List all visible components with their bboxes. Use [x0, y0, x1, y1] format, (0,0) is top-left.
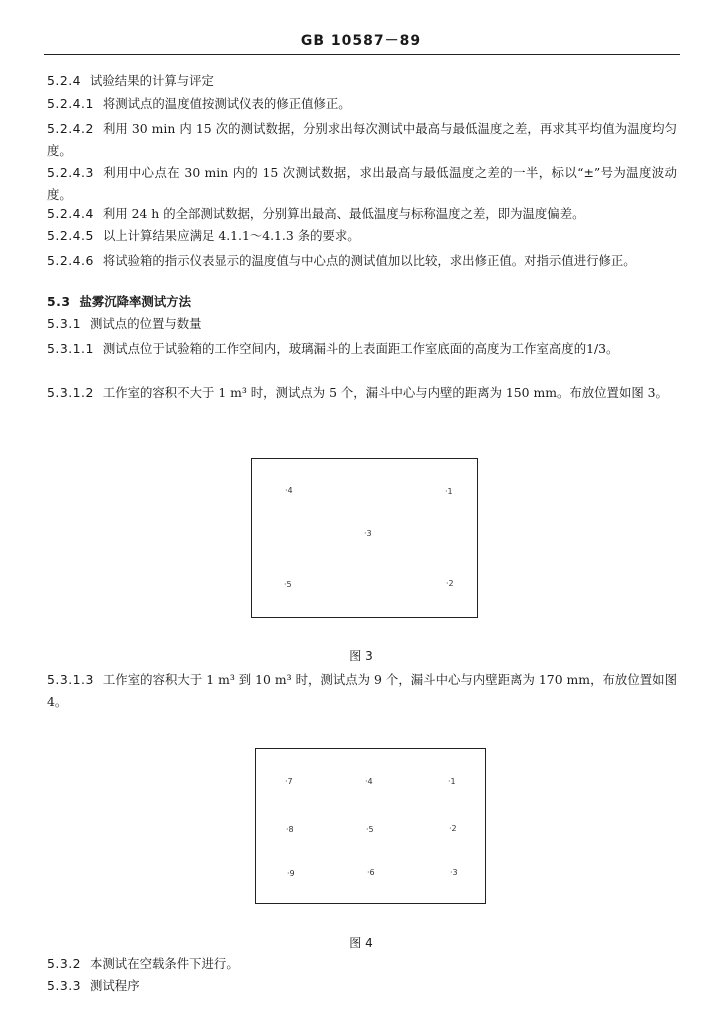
- section-number: 5.2.4.2: [47, 121, 94, 136]
- paragraph-5-2-4-3: [47, 162, 677, 206]
- section-text: 工作室的容积大于 1 m³ 到 10 m³ 时，测试点为 9 个，漏斗中心与内壁距离为 170 mm，布放位置如图 4。: [47, 672, 677, 709]
- figure-4-chamber-diagram: [255, 748, 486, 904]
- section-number: 5.3.1.2: [47, 385, 94, 400]
- paragraph-5-2-4-6: [47, 250, 677, 272]
- test-point-7: ·7: [285, 777, 293, 786]
- paragraph-5-2-4-1: [47, 96, 351, 112]
- test-point-1: ·1: [445, 487, 453, 496]
- section-text: 工作室的容积不大于 1 m³ 时，测试点为 5 个，漏斗中心与内壁的距离为 150 mm。布放位置如图 3。: [102, 385, 668, 400]
- section-text: 测试点的位置与数量: [90, 316, 202, 331]
- section-number: 5.2.4.3: [47, 165, 94, 180]
- section-number: 5.3.1.1: [47, 341, 94, 356]
- test-point-3: ·3: [450, 868, 458, 877]
- test-point-9: ·9: [287, 869, 295, 878]
- paragraph-5-3-1-3: [47, 669, 677, 713]
- paragraph-5-3-1-2: [47, 382, 677, 404]
- section-number: 5.2.4: [47, 73, 82, 88]
- section-number: 5.2.4.4: [47, 206, 94, 221]
- header-rule: [44, 54, 680, 55]
- paragraph-5-2-4-4: [47, 206, 584, 222]
- section-number: 5.3.1.3: [47, 672, 94, 687]
- section-text: 将测试点的温度值按测试仪表的修正值修正。: [102, 96, 351, 111]
- section-text: 利用 24 h 的全部测试数据，分别算出最高、最低温度与标称温度之差，即为温度偏差。: [102, 206, 585, 221]
- section-text: 利用中心点在 30 min 内的 15 次测试数据，求出最高与最低温度之差的一半，标以“±”号为温度波动度。: [47, 165, 677, 202]
- section-number: 5.3.3: [47, 978, 82, 993]
- section-number: 5.2.4.6: [47, 253, 94, 268]
- test-point-2: ·2: [449, 824, 457, 833]
- section-text: 测试点位于试验箱的工作空间内，玻璃漏斗的上表面距工作室底面的高度为工作室高度的1/3。: [102, 341, 619, 356]
- section-number: 5.2.4.1: [47, 96, 94, 111]
- section-text: 试验结果的计算与评定: [90, 73, 214, 88]
- figure-3-caption: 图 3: [349, 649, 373, 663]
- paragraph-5-3-2: [47, 956, 239, 972]
- test-point-1: ·1: [448, 777, 456, 786]
- paragraph-5-2-4-2: [47, 118, 677, 162]
- section-number: 5.3: [47, 294, 71, 309]
- paragraph-5-2-4: [47, 73, 214, 89]
- section-number: 5.3.1: [47, 316, 82, 331]
- test-point-6: ·6: [367, 868, 375, 877]
- section-text: 以上计算结果应满足 4.1.1～4.1.3 条的要求。: [102, 228, 360, 243]
- heading-5-3: [47, 294, 191, 310]
- section-text: 本测试在空载条件下进行。: [90, 956, 239, 971]
- section-number: 5.3.2: [47, 956, 82, 971]
- test-point-3: ·3: [364, 529, 372, 538]
- figure-4-caption: 图 4: [349, 936, 373, 950]
- section-text: 将试验箱的指示仪表显示的温度值与中心点的测试值加以比较，求出修正值。对指示值进行修正。: [102, 253, 636, 268]
- figure-3-chamber-diagram: [251, 458, 478, 618]
- section-text: 利用 30 min 内 15 次的测试数据，分别求出每次测试中最高与最低温度之差，再求其平均值为温度均匀度。: [47, 121, 677, 158]
- test-point-8: ·8: [286, 825, 294, 834]
- test-point-5: ·5: [366, 825, 374, 834]
- test-point-2: ·2: [446, 579, 454, 588]
- test-point-4: ·4: [285, 486, 293, 495]
- paragraph-5-3-1-1: [47, 338, 677, 360]
- section-number: 5.2.4.5: [47, 228, 94, 243]
- page-header: GB 10587－89: [300, 33, 422, 49]
- section-text: 测试程序: [90, 978, 140, 993]
- section-text: 盐雾沉降率测试方法: [79, 294, 191, 309]
- test-point-4: ·4: [365, 777, 373, 786]
- paragraph-5-3-1: [47, 316, 202, 332]
- test-point-5: ·5: [284, 580, 292, 589]
- paragraph-5-2-4-5: [47, 228, 360, 244]
- paragraph-5-3-3: [47, 978, 140, 994]
